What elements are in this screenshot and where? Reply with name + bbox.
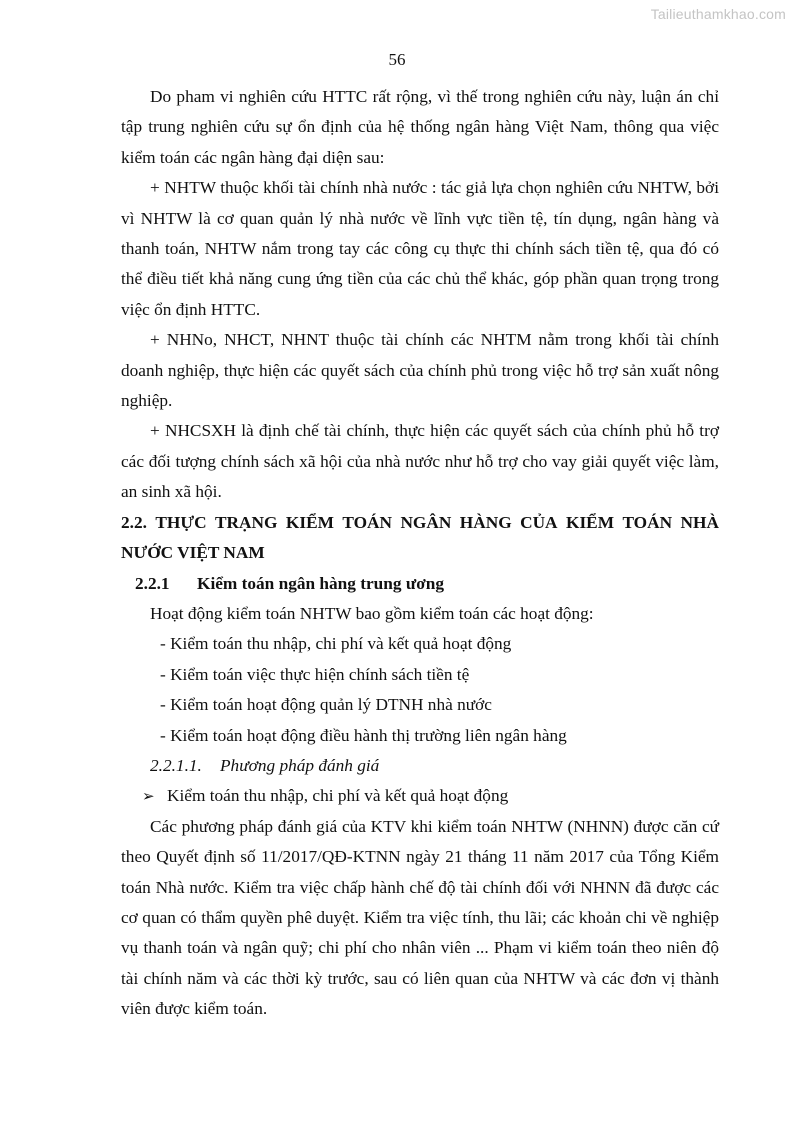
subsubsection-number: 2.2.1.1. — [150, 755, 202, 775]
heading-word: KIỂM — [566, 512, 615, 532]
paragraph-methods: Các phương pháp đánh giá của KTV khi kiểm toán NHTW (NHNN) được căn cứ theo Quyết định số 11/2017/QĐ-KTNN ngày 21 tháng 11 năm 2017 của Tổng Kiểm toán Nhà nước. Kiểm tra việc chấp hành chế độ tài chính đối với NHNN đã được các cơ quan có thẩm quyền phê duyệt. Kiểm tra việc tính, thu lãi; các khoản chi về nghiệp vụ thanh toán và ngân quỹ; chi phí cho nhân viên ... Phạm vi kiểm toán theo niên độ tài chính năm và các thời kỳ trước, sau có liên quan của NHTW và các đơn vị thành viên được kiểm toán. — [121, 816, 719, 1019]
paragraph-nhtw: + NHTW thuộc khối tài chính nhà nước : tác giả lựa chọn nghiên cứu NHTW, bởi vì NHTW là cơ quan quản lý nhà nước về lĩnh vực tiền tệ, tín dụng, ngân hàng và thanh toán, NHTW nắm trong tay các công cụ thực thi chính sách tiền tệ, qua đó có thể điều tiết khả năng cung ứng tiền của các chủ thể khác, góp phần quan trọng trong việc ổn định HTTC. — [121, 178, 719, 319]
subsection-intro: Hoạt động kiểm toán NHTW bao gồm kiểm toán các hoạt động: — [150, 603, 594, 623]
list-item: - Kiểm toán thu nhập, chi phí và kết quả hoạt động — [160, 634, 512, 654]
section-heading-line-2: NƯỚC VIỆT NAM — [121, 543, 265, 563]
watermark: Tailieuthamkhao.com — [650, 6, 786, 22]
heading-word: HÀNG — [459, 512, 512, 532]
heading-word: NGÂN — [400, 512, 452, 532]
section-number: 2.2. — [121, 512, 147, 532]
page-number: 56 — [388, 50, 406, 69]
list-item: - Kiểm toán hoạt động quản lý DTNH nhà nước — [160, 695, 492, 715]
heading-word: KIỂM — [285, 512, 334, 532]
paragraph-nhcsxh: + NHCSXH là định chế tài chính, thực hiện các quyết sách của chính phủ hỗ trợ các đối tượng chính sách xã hội của nhà nước như hỗ trợ cho vay giải quyết việc làm, an sinh xã hội. — [121, 421, 719, 502]
heading-word: NHÀ — [680, 512, 719, 532]
heading-word: TRẠNG — [215, 512, 278, 532]
list-item: - Kiểm toán việc thực hiện chính sách tiền tệ — [160, 664, 470, 684]
paragraph-scope: Do pham vi nghiên cứu HTTC rất rộng, vì thế trong nghiên cứu này, luận án chỉ tập trung nghiên cứu sự ổn định của hệ thống ngân hàng Việt Nam, thông qua việc kiểm toán các ngân hàng đại diện sau: — [121, 87, 719, 167]
paragraph-nhtm: + NHNo, NHCT, NHNT thuộc tài chính các NHTM nằm trong khối tài chính doanh nghiệp, thực hiện các quyết sách của chính phủ trong việc hỗ trợ sản xuất nông nghiệp. — [121, 330, 719, 411]
arrow-bullet-icon: ➢ — [142, 787, 155, 806]
subsubsection-heading-2-2-1-1 — [121, 751, 719, 781]
section-heading-line-1 — [121, 508, 719, 538]
subsection-number: 2.2.1 — [135, 573, 170, 593]
subsubsection-title: Phương pháp đánh giá — [220, 755, 380, 775]
arrow-list-item — [121, 781, 719, 811]
heading-word: TOÁN — [622, 512, 673, 532]
section-heading-2-2 — [121, 508, 719, 569]
list-item: - Kiểm toán hoạt động điều hành thị trường liên ngân hàng — [160, 725, 567, 745]
heading-word: THỰC — [155, 512, 207, 532]
arrow-list-item-text: Kiểm toán thu nhập, chi phí và kết quả hoạt động — [167, 786, 509, 806]
document-body — [121, 82, 719, 1025]
heading-word: CỦA — [520, 512, 558, 532]
subsection-heading-2-2-1 — [121, 569, 719, 599]
heading-word: TOÁN — [342, 512, 392, 532]
subsection-title: Kiểm toán ngân hàng trung ương — [197, 573, 445, 593]
